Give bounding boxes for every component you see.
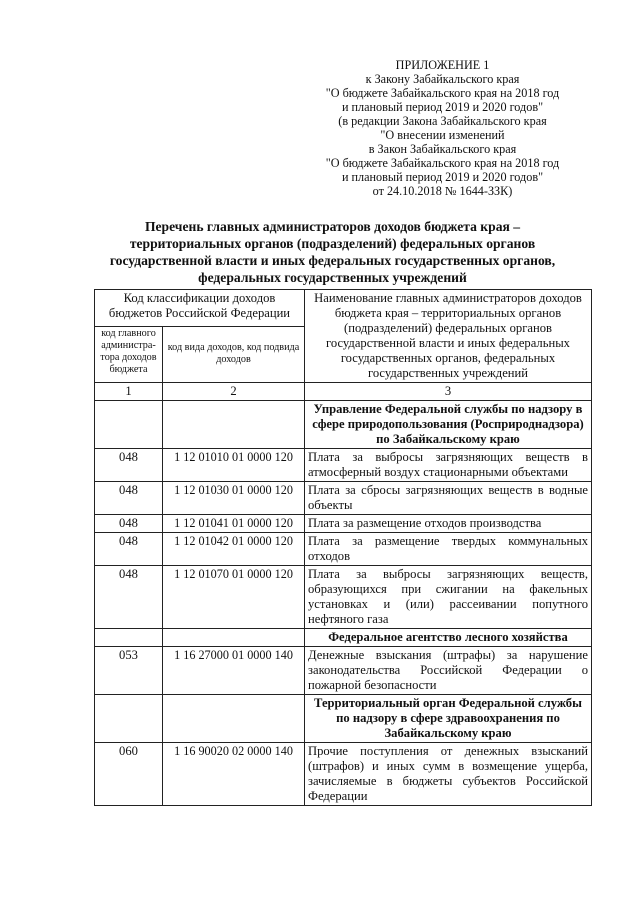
income-name-cell: Плата за сбросы загрязняющих веществ в водные объекты [305,482,592,515]
income-name-cell: Плата за выбросы загрязняющих веществ, образующихся при сжигании на факельных установках и (или) рассеивании попутного нефтяного газа [305,566,592,629]
empty-cell [163,695,305,743]
income-name-cell: Прочие поступления от денежных взысканий (штрафов) и иных сумм в возмещение ущерба, зачисляемые в бюджеты субъектов Российской Федерации [305,743,592,806]
section-row [95,401,592,449]
table-row [95,743,592,806]
admin-code-cell: 053 [95,647,163,695]
income-name-cell: Денежные взыскания (штрафы) за нарушение законодательства Российской Федерации о пожарной безопасности [305,647,592,695]
column-number: 1 [95,383,163,401]
table-row [95,482,592,515]
document-title [80,218,585,286]
income-name-cell: Плата за размещение отходов производства [305,515,592,533]
income-name-cell: Плата за выбросы загрязняющих веществ в атмосферный воздух стационарными объектами [305,449,592,482]
appendix-line: "О бюджете Забайкальского края на 2018 год [325,86,560,100]
column-numbers-row [95,383,592,401]
appendix-line: к Закону Забайкальского края [365,72,520,86]
table-row [95,647,592,695]
document-title-line: государственной власти и иных федеральных государственных органов, [109,253,556,268]
empty-cell [95,629,163,647]
appendix-line: "О внесении изменений [380,128,505,142]
income-code-cell: 1 12 01030 01 0000 120 [163,482,305,515]
appendix-line: в Закон Забайкальского края [368,142,517,156]
income-code-cell: 1 16 27000 01 0000 140 [163,647,305,695]
empty-cell [95,695,163,743]
income-code-cell: 1 12 01070 01 0000 120 [163,566,305,629]
admin-code-cell: 048 [95,449,163,482]
table-row [95,449,592,482]
admin-code-cell: 048 [95,482,163,515]
empty-cell [163,629,305,647]
income-code-cell: 1 12 01041 01 0000 120 [163,515,305,533]
income-code-cell: 1 12 01010 01 0000 120 [163,449,305,482]
income-code-cell: 1 12 01042 01 0000 120 [163,533,305,566]
section-title: Федеральное агентство лесного хозяйства [305,629,592,647]
header-classification: Код классификации доходов бюджетов Российской Федерации [95,290,305,327]
empty-cell [163,401,305,449]
table-row [95,515,592,533]
table-row [95,533,592,566]
column-number: 2 [163,383,305,401]
empty-cell [95,401,163,449]
document-title-line: федеральных государственных учреждений [198,270,467,285]
admin-code-cell: 048 [95,566,163,629]
appendix-line: "О бюджете Забайкальского края на 2018 год [325,156,560,170]
section-title: Территориальный орган Федеральной службы по надзору в сфере здравоохранения по Забайкальскому краю [305,695,592,743]
header-name: Наименование главных администраторов доходов бюджета края – территориальных органов (подразделений) федеральных органов государственной власти и иных федеральных государственных органов, федеральных государственных учреждений [305,290,592,383]
admin-code-cell: 048 [95,533,163,566]
section-row [95,629,592,647]
header-row [95,290,592,327]
table-row [95,566,592,629]
section-row [95,695,592,743]
appendix-line: (в редакции Закона Забайкальского края [338,114,547,128]
section-title: Управление Федеральной службы по надзору в сфере природопользования (Росприроднадзора) по Забайкальскому краю [305,401,592,449]
appendix-line: и плановый период 2019 и 2020 годов" [341,170,544,184]
appendix-line: и плановый период 2019 и 2020 годов" [341,100,544,114]
appendix-line: от 24.10.2018 № 1644-ЗЗК) [372,184,513,198]
appendix-block [310,58,575,198]
appendix-title: ПРИЛОЖЕНИЕ 1 [395,58,490,72]
admin-code-cell: 048 [95,515,163,533]
income-name-cell: Плата за размещение твердых коммунальных отходов [305,533,592,566]
admin-code-cell: 060 [95,743,163,806]
document-title-line: территориальных органов (подразделений) федеральных органов [129,236,536,251]
header-income-code: код вида доходов, код подвида доходов [163,326,305,382]
column-number: 3 [305,383,592,401]
income-code-cell: 1 16 90020 02 0000 140 [163,743,305,806]
document-title-line: Перечень главных администраторов доходов бюджета края – [144,219,521,234]
header-admin-code: код главного администра-тора доходов бюджета [95,326,163,382]
administrators-table [94,289,592,806]
